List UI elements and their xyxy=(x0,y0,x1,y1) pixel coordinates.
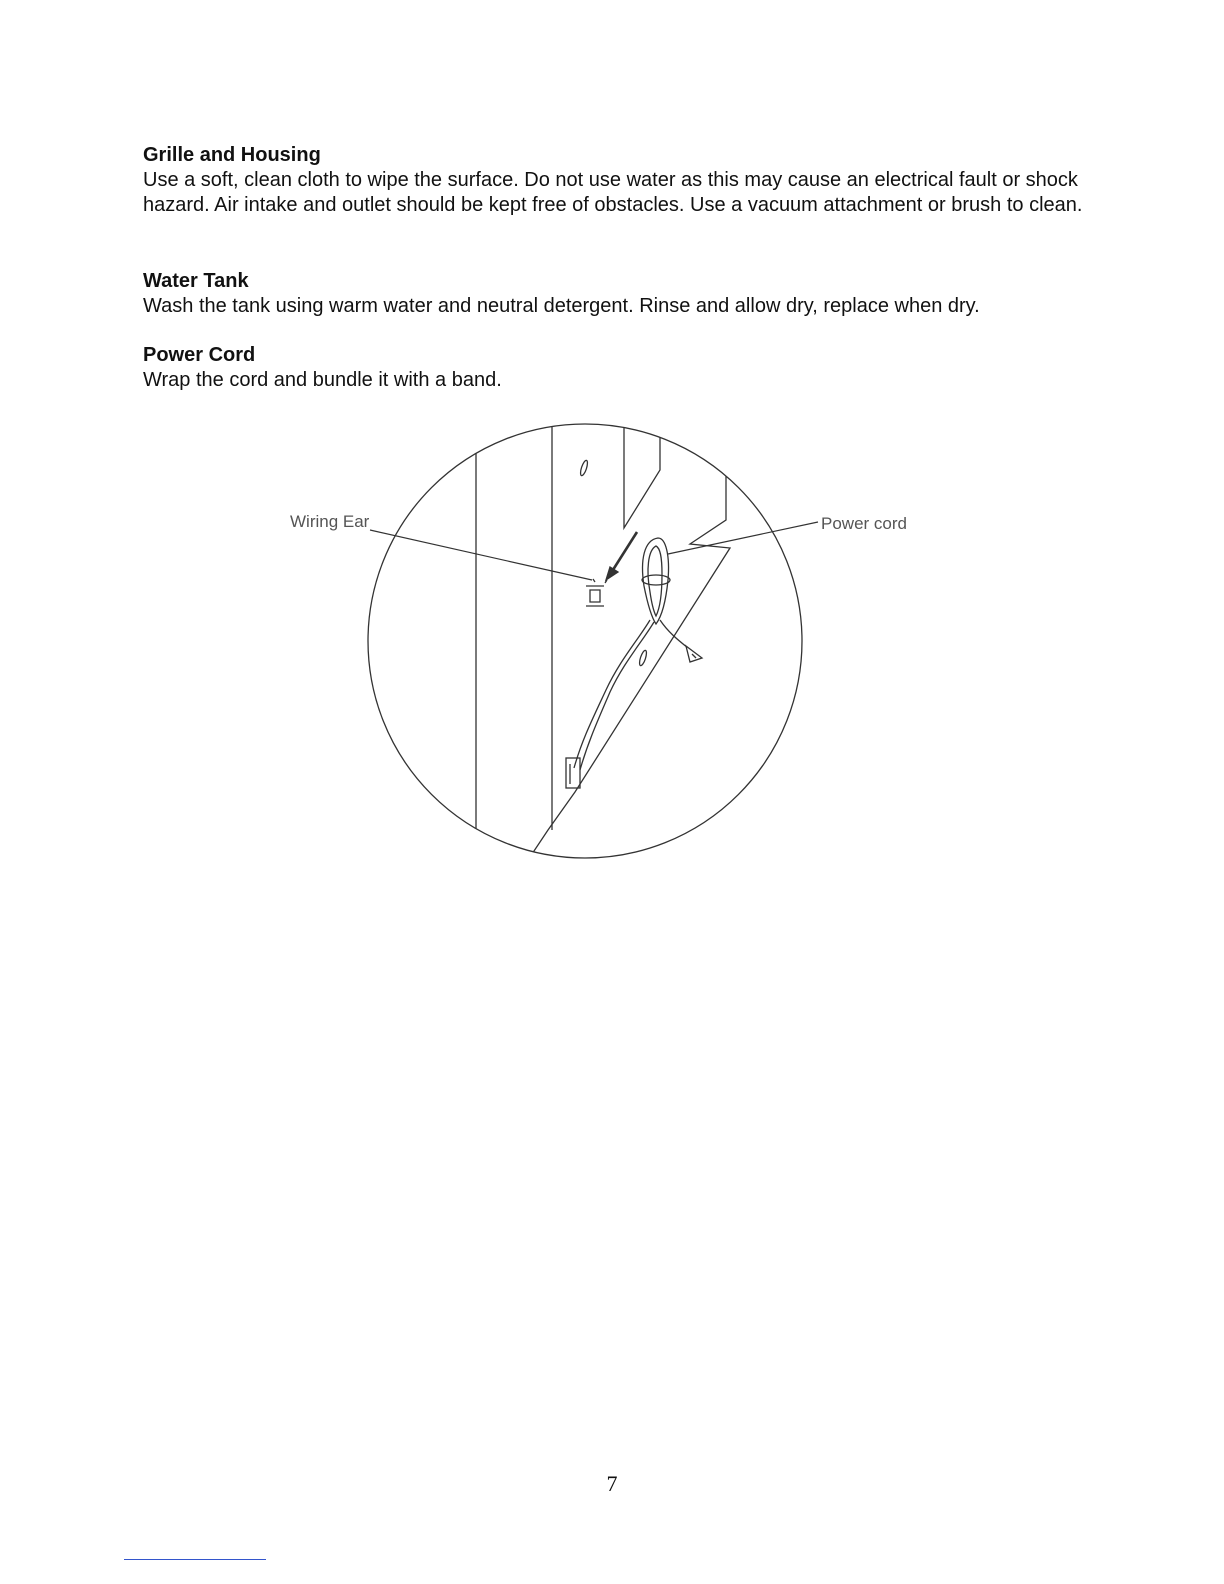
section-water-tank xyxy=(143,268,1083,319)
page-number: 7 xyxy=(606,1471,618,1496)
unit-back-panel xyxy=(476,420,730,860)
section-grille-and-housing xyxy=(143,142,1083,218)
wiring-ear-leader-line xyxy=(370,530,592,580)
section-body: Wrap the cord and bundle it with a band. xyxy=(143,369,502,391)
wiring-ear-callout: Wiring Ear xyxy=(290,512,370,531)
section-heading: Water Tank xyxy=(143,270,249,292)
footnote-rule xyxy=(124,1559,266,1560)
section-body: Use a soft, clean cloth to wipe the surface. Do not use water as this may cause an electrical fault or shock hazard. Air intake and outlet should be kept free of obstacles. Use a vacuum attachment or brush to clean. xyxy=(143,169,1083,216)
detail-circle xyxy=(368,424,802,858)
section-body: Wash the tank using warm water and neutral detergent. Rinse and allow dry, replace when dry. xyxy=(143,295,980,317)
power-cord-leader-line xyxy=(668,522,818,554)
power-cord-illustration xyxy=(280,420,940,880)
section-heading: Power Cord xyxy=(143,344,256,366)
section-heading: Grille and Housing xyxy=(143,144,321,166)
power-cord-callout: Power cord xyxy=(821,514,907,533)
illustration-svg xyxy=(280,420,940,880)
section-power-cord xyxy=(143,342,1083,393)
